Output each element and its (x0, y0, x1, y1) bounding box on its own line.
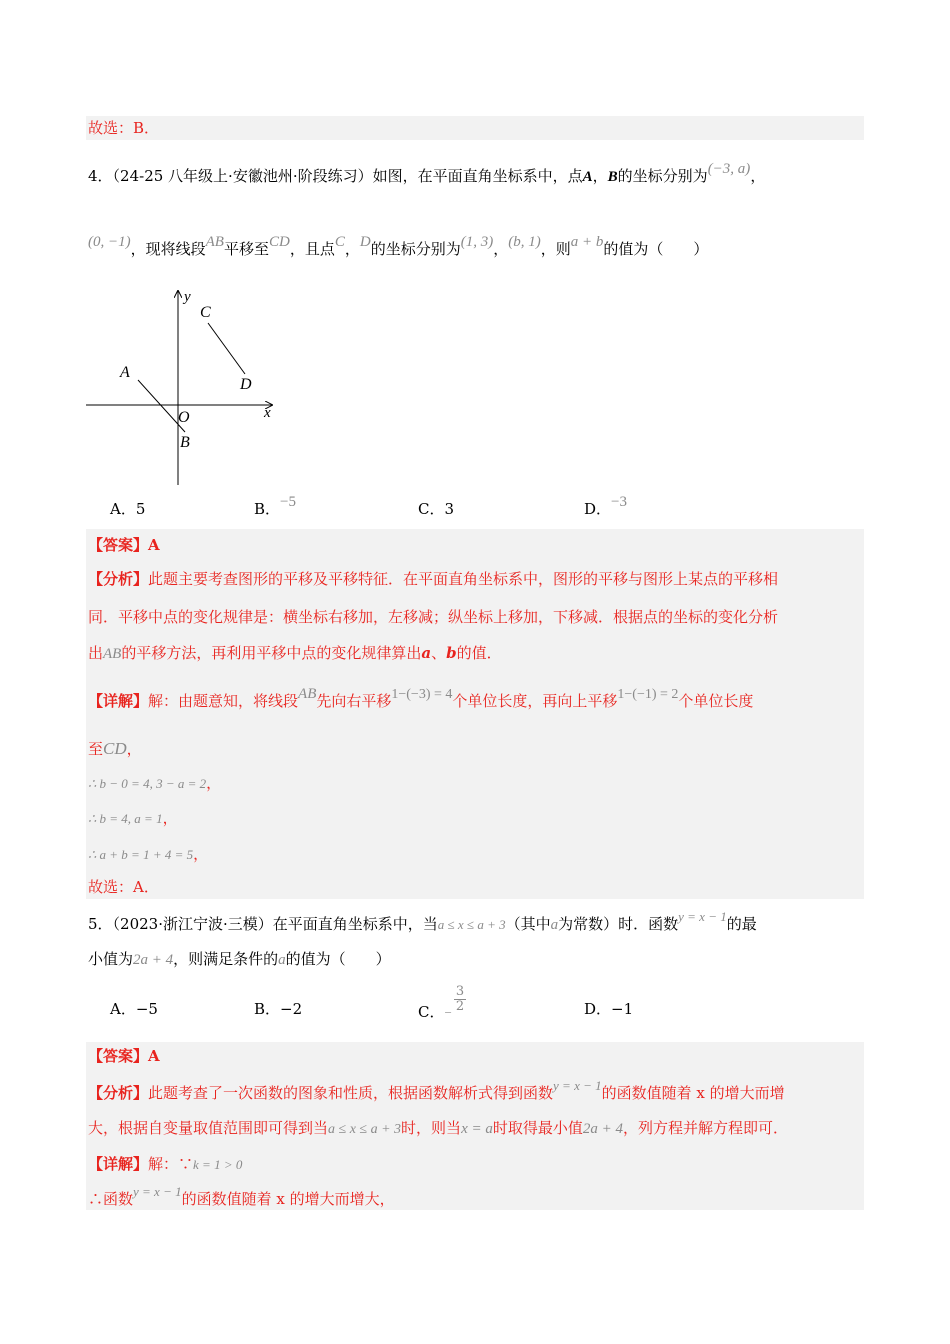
q4-coord-D: (b, 1) (508, 234, 541, 250)
label-x: x (264, 405, 271, 421)
q4-analysis-2: 同．平移中点的变化规律是：横坐标右移加，左移减；纵坐标上移加，下移减．根据点的坐标的变化分析 (88, 608, 779, 626)
q4-answer: 【答案】A (88, 536, 160, 554)
q4-step-2: ∴ b = 4, a = 1， (88, 809, 178, 827)
q5-option-d[interactable]: D．−1 (584, 1000, 634, 1018)
q4-source: （24-25 八年级上·安徽池州·阶段练习） (112, 167, 373, 185)
frac-numerator: 3 (455, 984, 465, 999)
q4-option-c[interactable]: C．3 (418, 500, 455, 518)
q4-coord-A: (−3, a) (707, 161, 751, 177)
q5-option-a[interactable]: A．−5 (110, 1000, 158, 1018)
q4-stem-line-1: 4．（24-25 八年级上·安徽池州·阶段练习）如图，在平面直角坐标系中，点A，B的坐标分别为(−3, a)， (88, 161, 766, 185)
q5-source: （2023·浙江宁波·三模） (112, 915, 273, 933)
q4-coord-C: (1, 3) (460, 234, 494, 250)
q5-analysis-2: 大，根据自变量取值范围即可得到当a ≤ x ≤ a + 3时，则当x = a时取得最小值2a + 4，列方程并解方程即可． (88, 1119, 788, 1137)
label-C: C (200, 304, 211, 321)
q4-step-1: ∴ b − 0 = 4, 3 − a = 2， (88, 774, 222, 792)
label-A: A (120, 364, 130, 381)
q5-number: 5． (88, 915, 113, 933)
q5-analysis-1: 【分析】此题考查了一次函数的图象和性质，根据函数解析式得到函数y = x − 1的函数值随着 x 的增大而增 (88, 1078, 785, 1102)
label-y: y (184, 289, 191, 305)
q4-stem-line-2: (0, −1)，现将线段AB平移至CD，且点C，D的坐标分别为(1, 3)，(b, 1)，则a + b的值为（ ） (88, 234, 709, 258)
q4-option-d[interactable]: D．−3 (584, 494, 627, 518)
q3-choice-line: 故选：B． (88, 119, 160, 137)
answer-box-q3-tail (86, 116, 864, 140)
q4-detail-2: 至CD， (88, 739, 142, 758)
q5-stem-line-1: 5．（2023·浙江宁波·三模）在平面直角坐标系中，当a ≤ x ≤ a + 3（其中a为常数）时．函数y = x − 1的最 (88, 909, 757, 933)
q4-option-a[interactable]: A．5 (110, 500, 146, 518)
q4-analysis-3: 出AB的平移方法，再利用平移中点的变化规律算出a、b的值． (88, 644, 502, 662)
q5-option-c[interactable]: C．− $\frac{3}{2}$ (418, 984, 465, 1021)
segment-CD (208, 323, 245, 374)
q4-choice-line: 故选：A． (88, 878, 159, 896)
q5-stem-line-2: 小值为2a + 4，则满足条件的a的值为（ ） (88, 950, 391, 968)
q5-detail-2: ∴函数y = x − 1的函数值随着 x 的增大而增大， (88, 1184, 395, 1208)
q4-analysis-1: 【分析】此题主要考查图形的平移及平移特征．在平面直角坐标系中，图形的平移与图形上某点的平移相 (88, 570, 779, 588)
q4-number: 4． (88, 167, 113, 185)
q4-detail-1: 【详解】解：由题意知，将线段AB先向右平移1−(−3) = 4个单位长度，再向上平移1−(−1) = 2个单位长度 (88, 686, 754, 710)
q5-option-b[interactable]: B．−2 (254, 1000, 303, 1018)
q4-coordinate-figure (84, 285, 284, 490)
frac-denominator: 2 (455, 999, 465, 1014)
label-D: D (240, 376, 252, 393)
q5-answer: 【答案】A (88, 1047, 160, 1065)
q4-coord-B: (0, −1) (88, 234, 131, 250)
q4-step-3: ∴ a + b = 1 + 4 = 5， (88, 845, 209, 863)
label-O: O (178, 409, 190, 426)
label-B: B (180, 434, 190, 451)
q5-detail-1: 【详解】解：∵k = 1 > 0 (88, 1155, 243, 1173)
q4-option-b[interactable]: B．−5 (254, 494, 296, 518)
